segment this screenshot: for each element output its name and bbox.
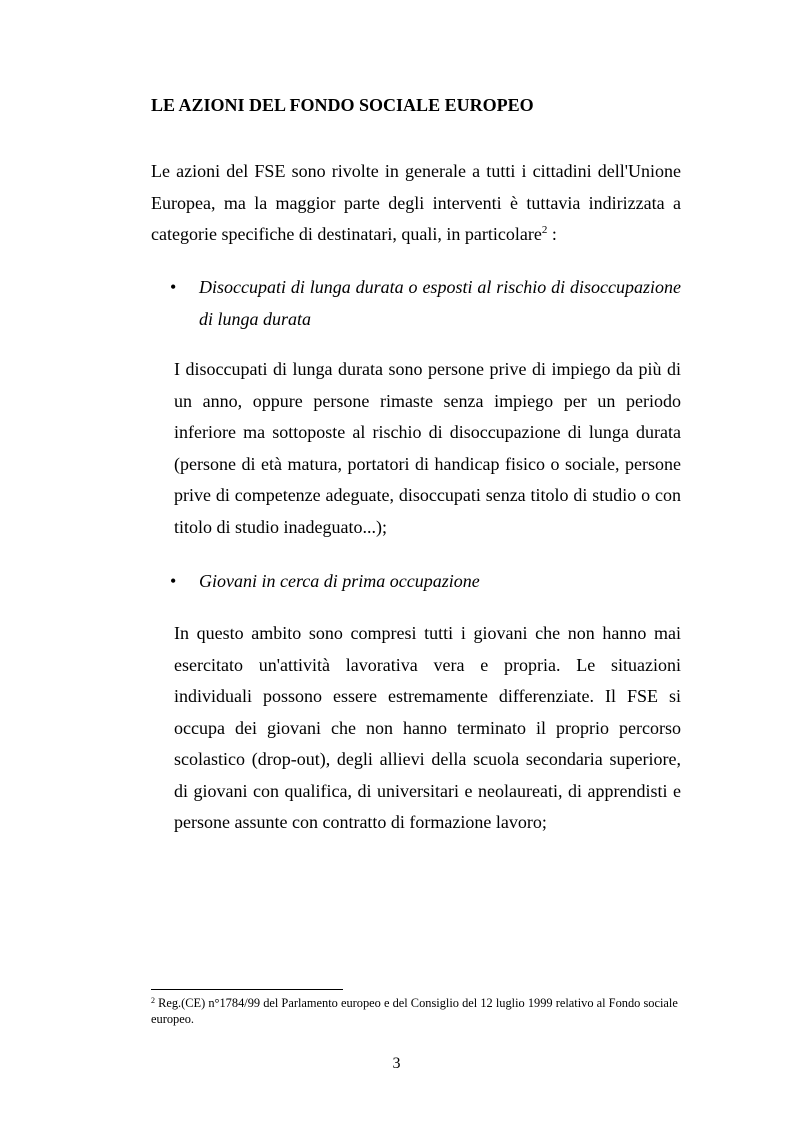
footnote-number: 2	[151, 996, 155, 1005]
intro-text: Le azioni del FSE sono rivolte in generale a tutti i cittadini dell'Unione Europea, ma la maggior parte degli interventi è tuttavia indirizzata a categorie specifiche di destinatari, quali, in particolare	[151, 161, 681, 244]
bullet-item-long-term-unemployed	[170, 272, 681, 335]
bullet-title: Giovani in cerca di prima occupazione	[199, 571, 480, 591]
footnote-reference[interactable]: 2	[541, 224, 548, 236]
intro-paragraph	[151, 156, 681, 251]
footnote-text: Reg.(CE) n°1784/99 del Parlamento europeo e del Consiglio del 12 luglio 1999 relativo al Fondo sociale europeo.	[151, 996, 678, 1026]
page-number: 3	[392, 1055, 401, 1072]
intro-tail: :	[547, 224, 557, 244]
section-heading: LE AZIONI DEL FONDO SOCIALE EUROPEO	[151, 95, 534, 115]
bullet-description: In questo ambito sono compresi tutti i giovani che non hanno mai esercitato un'attività lavorativa vera e propria. Le situazioni individuali possono essere estremamente differenziate. Il FSE si occupa dei giovani che non hanno terminato il proprio percorso scolastico (drop-out), degli allievi della scuola secondaria superiore, di giovani con qualifica, di universitari e neolaureati, di apprendisti e persone assunte con contratto di formazione lavoro;	[174, 623, 681, 832]
bullet-title: Disoccupati di lunga durata o esposti al rischio di disoccupazione di lunga durata	[199, 277, 681, 329]
footnote	[151, 995, 681, 1027]
bullet-description: I disoccupati di lunga durata sono persone prive di impiego da più di un anno, oppure persone rimaste senza impiego per un periodo inferiore ma sottoposte al rischio di disoccupazione di lunga durata (persone di età matura, portatori di handicap fisico o sociale, persone prive di competenze adeguate, disoccupati senza titolo di studio o con titolo di studio inadeguato...);	[174, 359, 681, 537]
bullet-item-young-job-seekers	[170, 566, 681, 598]
footnote-separator	[151, 989, 343, 990]
bullet-icon: •	[170, 571, 177, 591]
bullet-icon: •	[170, 277, 177, 297]
